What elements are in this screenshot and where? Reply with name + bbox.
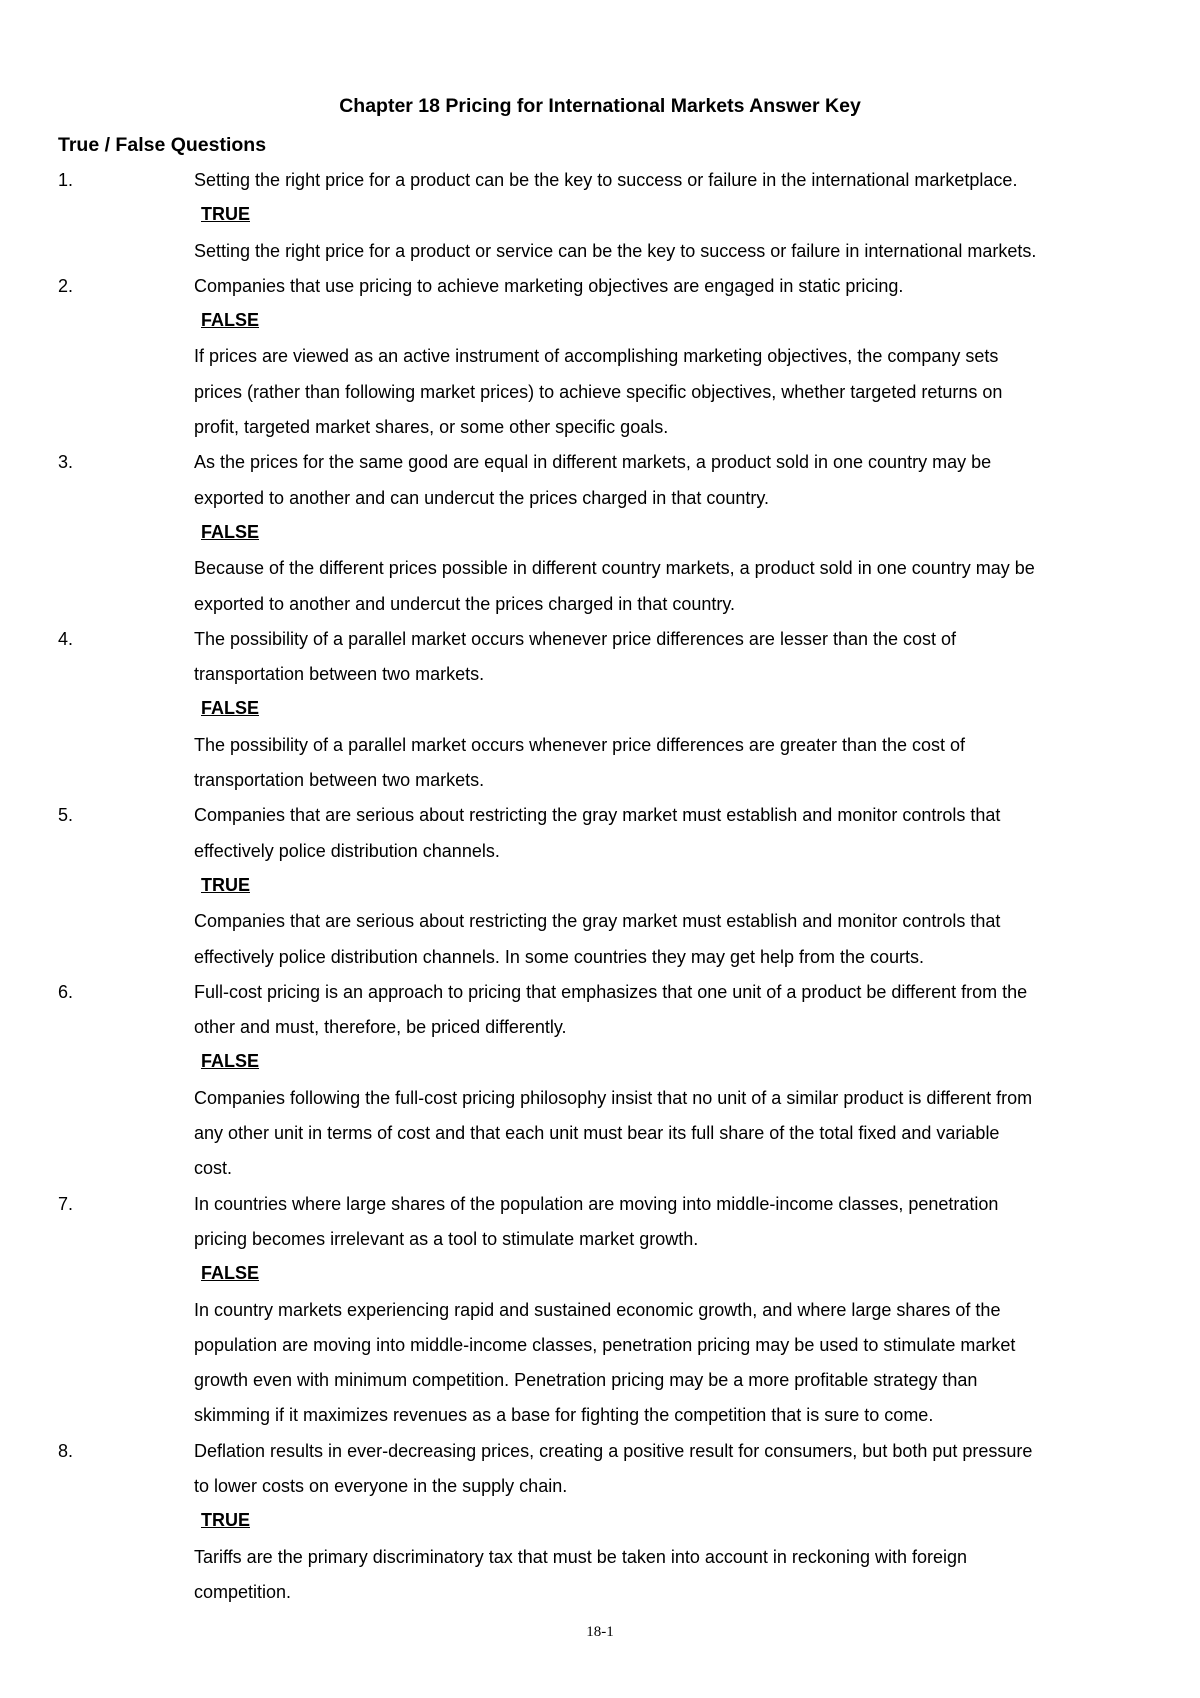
question-text: Full-cost pricing is an approach to pricing that emphasizes that one unit of a product be different from the: [194, 981, 1028, 1002]
question-line: [0, 628, 1200, 663]
question-line: [0, 451, 1200, 486]
question-text: exported to another and can undercut the prices charged in that country.: [194, 487, 770, 508]
answer-label: TRUE: [201, 874, 250, 895]
question-text: Setting the right price for a product can be the key to success or failure in the international marketplace.: [194, 170, 1018, 190]
explanation-text: If prices are viewed as an active instrument of accomplishing marketing objectives, the company sets: [194, 346, 999, 367]
explanation-line: [0, 1404, 1200, 1439]
explanation-text: Companies that are serious about restricting the gray market must establish and monitor controls that: [194, 911, 1001, 932]
answer-label: TRUE: [201, 1510, 250, 1531]
explanation-line: [0, 910, 1200, 945]
question-line: [0, 840, 1200, 875]
answer-label: FALSE: [201, 310, 260, 331]
explanation-line: [0, 557, 1200, 592]
explanation-text: skimming if it maximizes revenues as a base for fighting the competition that is sure to come.: [194, 1405, 934, 1426]
answer-label: FALSE: [201, 1263, 260, 1284]
answer-line: [0, 1051, 1200, 1086]
explanation-text: any other unit in terms of cost and that each unit must bear its full share of the total fixed and variable: [194, 1123, 1000, 1144]
question-number: 4.: [58, 628, 74, 649]
question-text: The possibility of a parallel market occurs whenever price differences are lesser than the cost of: [194, 628, 957, 649]
question-number: 5.: [58, 805, 74, 826]
question-line: [0, 275, 1200, 310]
question-text: As the prices for the same good are equal in different markets, a product sold in one country may be: [194, 452, 992, 473]
explanation-text: Setting the right price for a product or service can be the key to success or failure in international markets.: [194, 240, 1037, 261]
explanation-text: transportation between two markets.: [194, 770, 485, 791]
question-number: 6.: [58, 981, 74, 1002]
explanation-text: population are moving into middle-income classes, penetration pricing may be used to stimulate market: [194, 1334, 1016, 1355]
question-line: [0, 804, 1200, 839]
question-number: 3.: [58, 452, 74, 473]
explanation-line: [0, 1581, 1200, 1616]
answer-line: [0, 522, 1200, 557]
explanation-text: The possibility of a parallel market occurs whenever price differences are greater than the cost of: [194, 734, 966, 755]
question-text: In countries where large shares of the population are moving into middle-income classes, penetration: [194, 1193, 999, 1214]
answer-label: FALSE: [201, 521, 260, 542]
question-text: effectively police distribution channels.: [194, 840, 500, 861]
question-number: 1.: [58, 170, 74, 190]
question-list: [0, 169, 1200, 1616]
explanation-text: Companies following the full-cost pricing philosophy insist that no unit of a similar product is different from: [194, 1087, 1033, 1108]
explanation-line: [0, 240, 1200, 275]
explanation-line: [0, 593, 1200, 628]
explanation-line: [0, 1299, 1200, 1334]
question-number: 2.: [58, 275, 74, 296]
explanation-line: [0, 734, 1200, 769]
answer-label: TRUE: [201, 204, 250, 225]
question-line: [0, 981, 1200, 1016]
question-line: [0, 1440, 1200, 1475]
question-line: [0, 1228, 1200, 1263]
question-line: [0, 1475, 1200, 1510]
explanation-text: cost.: [194, 1158, 233, 1179]
question-number: 8.: [58, 1440, 74, 1461]
answer-line: [0, 1263, 1200, 1298]
explanation-line: [0, 345, 1200, 380]
question-line: [0, 663, 1200, 698]
explanation-line: [0, 1157, 1200, 1192]
explanation-text: effectively police distribution channels. In some countries they may get help from the courts.: [194, 946, 925, 967]
answer-line: [0, 204, 1200, 239]
question-text: Companies that use pricing to achieve marketing objectives are engaged in static pricing.: [194, 275, 904, 296]
question-text: pricing becomes irrelevant as a tool to stimulate market growth.: [194, 1228, 699, 1249]
explanation-line: [0, 1546, 1200, 1581]
explanation-line: [0, 1087, 1200, 1122]
question-text: transportation between two markets.: [194, 664, 485, 685]
explanation-line: [0, 416, 1200, 451]
answer-label: FALSE: [201, 1051, 260, 1072]
question-text: to lower costs on everyone in the supply chain.: [194, 1475, 568, 1496]
explanation-text: profit, targeted market shares, or some other specific goals.: [194, 417, 669, 438]
explanation-line: [0, 381, 1200, 416]
explanation-text: growth even with minimum competition. Penetration pricing may be a more profitable strategy than: [194, 1370, 978, 1391]
explanation-text: Tariffs are the primary discriminatory tax that must be taken into account in reckoning with foreign: [194, 1546, 968, 1567]
question-line: [0, 487, 1200, 522]
question-line: [0, 1016, 1200, 1051]
question-line: [0, 1193, 1200, 1228]
document-title: Chapter 18 Pricing for International Markets Answer Key: [339, 95, 861, 117]
explanation-text: prices (rather than following market prices) to achieve specific objectives, whether targeted returns on: [194, 381, 1003, 402]
question-text: Deflation results in ever-decreasing prices, creating a positive result for consumers, but both put pressure: [194, 1440, 1033, 1461]
explanation-line: [0, 769, 1200, 804]
explanation-text: competition.: [194, 1581, 292, 1602]
question-text: Companies that are serious about restricting the gray market must establish and monitor controls that: [194, 805, 1001, 826]
answer-line: [0, 698, 1200, 733]
page-number: 18-1: [586, 1624, 614, 1640]
question-line: [0, 169, 1200, 204]
explanation-text: exported to another and undercut the prices charged in that country.: [194, 593, 736, 614]
section-heading: True / False Questions: [58, 134, 267, 156]
answer-line: [0, 1510, 1200, 1545]
question-number: 7.: [58, 1193, 74, 1214]
answer-line: [0, 875, 1200, 910]
explanation-line: [0, 1334, 1200, 1369]
answer-label: FALSE: [201, 698, 260, 719]
explanation-text: In country markets experiencing rapid and sustained economic growth, and where large shares of the: [194, 1299, 1001, 1320]
question-text: other and must, therefore, be priced differently.: [194, 1017, 567, 1038]
explanation-line: [0, 946, 1200, 981]
explanation-line: [0, 1369, 1200, 1404]
answer-line: [0, 310, 1200, 345]
explanation-text: Because of the different prices possible in different country markets, a product sold in one country may be: [194, 558, 1035, 579]
explanation-line: [0, 1122, 1200, 1157]
